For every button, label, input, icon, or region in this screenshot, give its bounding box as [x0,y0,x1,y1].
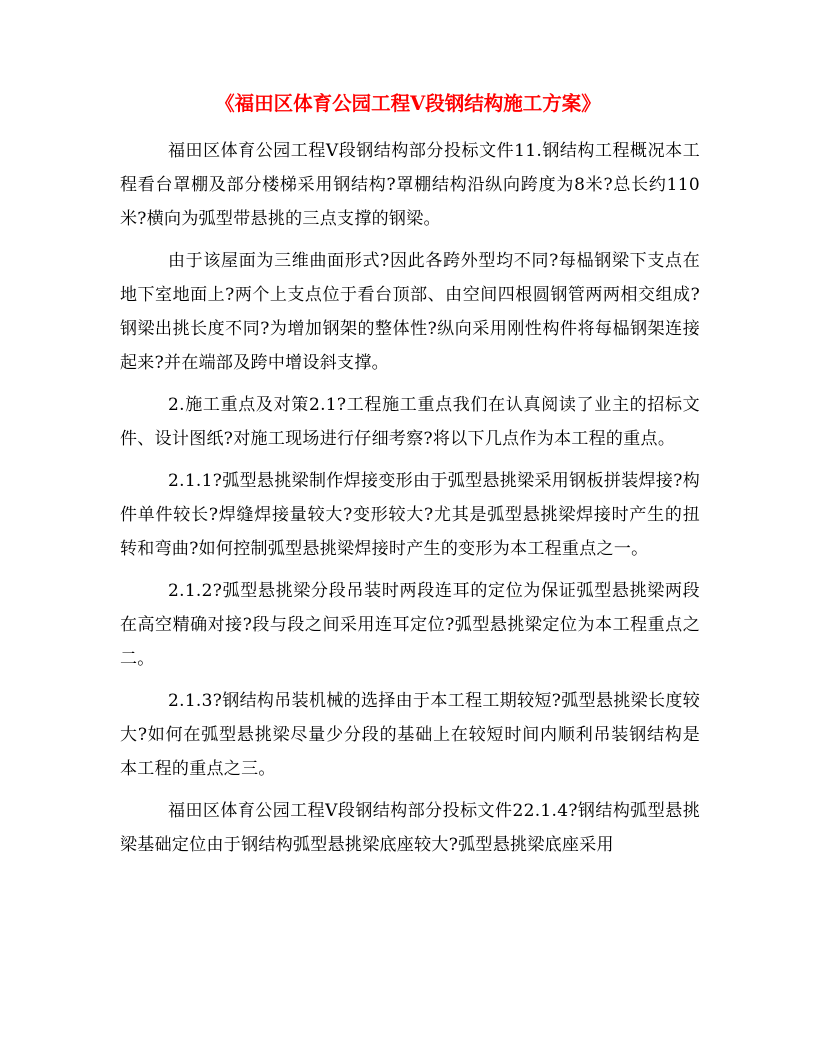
paragraph-key-points: 2.施工重点及对策2.1?工程施工重点我们在认真阅读了业主的招标文件、设计图纸?对施工现场进行仔细考察?将以下几点作为本工程的重点。 [120,395,700,449]
document-title: 《福田区体育公园工程V段钢结构施工方案》 [215,92,601,115]
paragraph-point-2-1-3: 2.1.3?钢结构吊装机械的选择由于本工程工期较短?弧型悬挑梁长度较大?如何在弧型悬挑梁尽量少分段的基础上在较短时间内顺利吊装钢结构是本工程的重点之三。 [120,691,700,779]
paragraph-project-overview: 福田区体育公园工程V段钢结构部分投标文件11.钢结构工程概况本工程看台罩棚及部分楼梯采用钢结构?罩棚结构沿纵向跨度为8米?总长约110米?横向为弧型带悬挑的三点支撑的钢梁。 [120,141,700,229]
paragraph-point-2-1-1: 2.1.1?弧型悬挑梁制作焊接变形由于弧型悬挑梁采用钢板拼装焊接?构件单件较长?焊缝焊接量较大?变形较大?尤其是弧型悬挑梁焊接时产生的扭转和弯曲?如何控制弧型悬挑梁焊接时产生的变形为本工程重点之一。 [120,471,700,559]
document-body [120,134,700,870]
paragraph-point-2-1-2: 2.1.2?弧型悬挑梁分段吊装时两段连耳的定位为保证弧型悬挑梁两段在高空精确对接?段与段之间采用连耳定位?弧型悬挑梁定位为本工程重点之二。 [120,581,700,669]
paragraph-point-2-1-4: 福田区体育公园工程V段钢结构部分投标文件22.1.4?钢结构弧型悬挑梁基础定位由于钢结构弧型悬挑梁底座较大?弧型悬挑梁底座采用 [120,801,700,855]
paragraph-roof-structure: 由于该屋面为三维曲面形式?因此各跨外型均不同?每榀钢梁下支点在地下室地面上?两个上支点位于看台顶部、由空间四根圆钢管两两相交组成?钢梁出挑长度不同?为增加钢架的整体性?纵向采用刚性构件将每榀钢架连接起来?并在端部及跨中增设斜支撑。 [120,251,700,373]
